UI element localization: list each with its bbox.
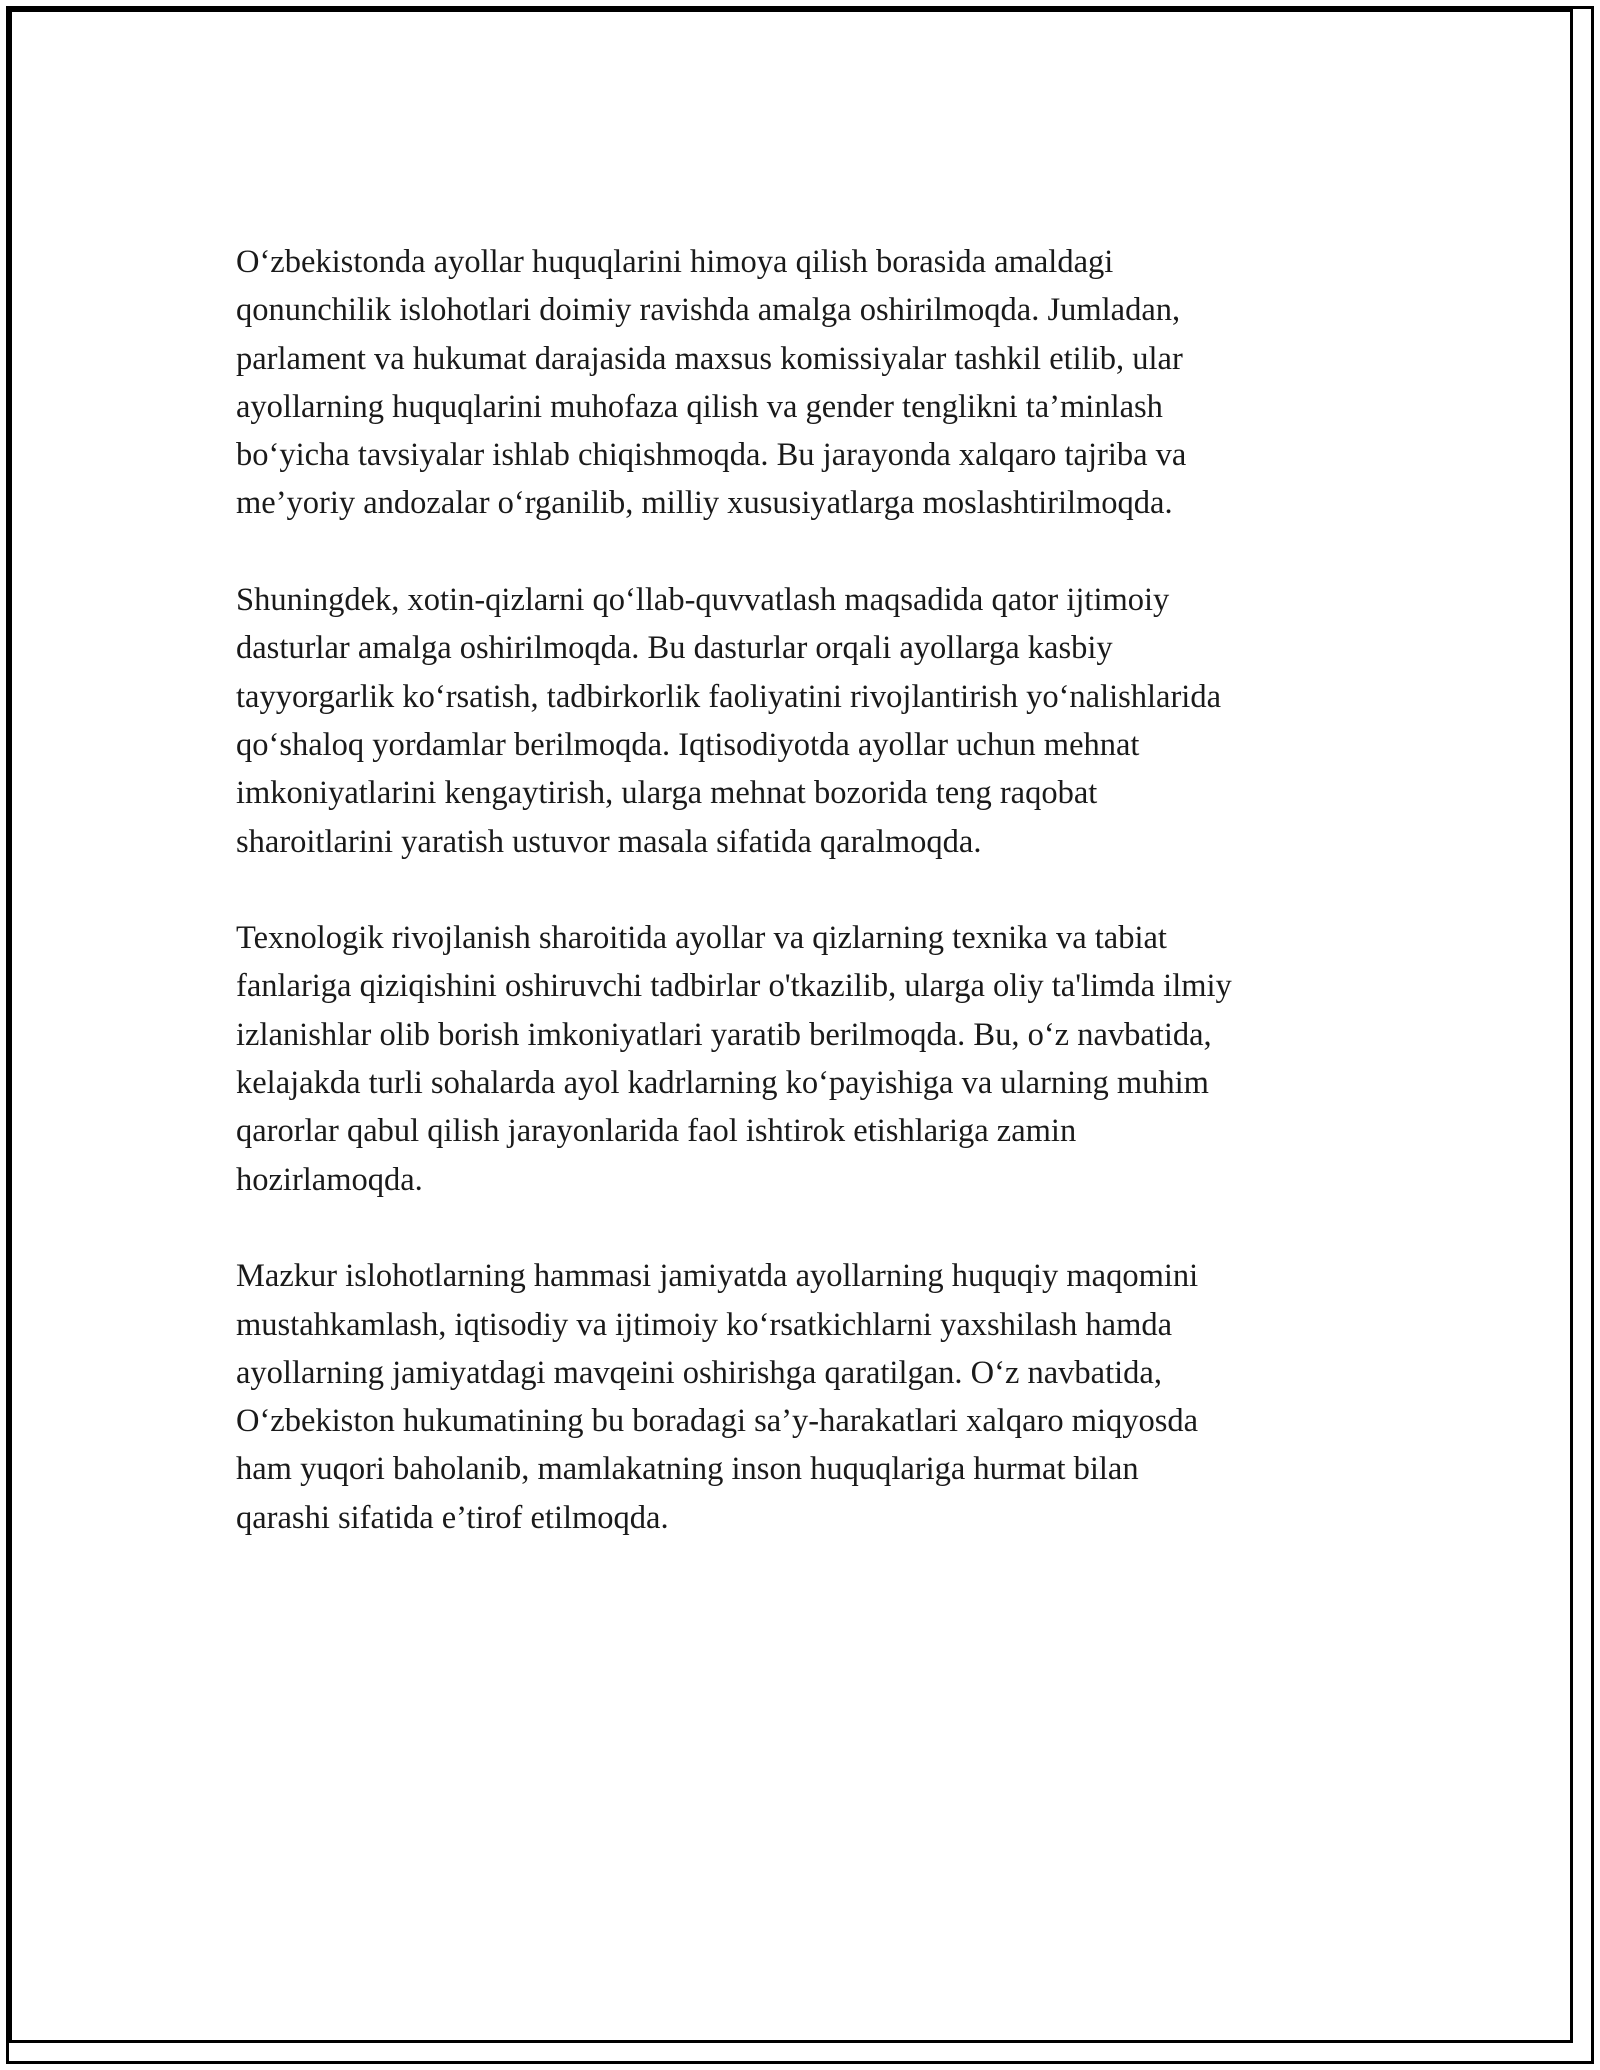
text-line: me’yoriy andozalar o‘rganilib, milliy xususiyatlarga moslashtirilmoqda. — [236, 485, 1173, 522]
text-line: izlanishlar olib borish imkoniyatlari yaratib berilmoqda. Bu, o‘z navbatida, — [236, 1016, 1212, 1053]
text-line: hozirlamoqda. — [236, 1161, 423, 1198]
text-line: bo‘yicha tavsiyalar ishlab chiqishmoqda. Bu jarayonda xalqaro tajriba va — [236, 437, 1187, 474]
document-body — [236, 238, 1376, 1590]
text-line: O‘zbekiston hukumatining bu boradagi sa’y-harakatlari xalqaro miqyosda — [236, 1403, 1199, 1440]
paragraph-2 — [236, 576, 1376, 866]
text-line: tayyorgarlik ko‘rsatish, tadbirkorlik faoliyatini rivojlantirish yo‘nalishlarida — [236, 678, 1222, 715]
text-line: sharoitlarini yaratish ustuvor masala sifatida qaralmoqda. — [236, 823, 982, 860]
paragraph-1 — [236, 238, 1376, 528]
text-line: dasturlar amalga oshirilmoqda. Bu dasturlar orqali ayollarga kasbiy — [236, 630, 1113, 667]
text-line: ayollarning jamiyatdagi mavqeini oshirishga qaratilgan. O‘z navbatida, — [236, 1354, 1162, 1391]
text-line: Shuningdek, xotin-qizlarni qo‘llab-quvvatlash maqsadida qator ijtimoiy — [236, 582, 1170, 619]
text-line: qarorlar qabul qilish jarayonlarida faol ishtirok etishlariga zamin — [236, 1113, 1077, 1150]
text-line: fanlariga qiziqishini oshiruvchi tadbirlar o'tkazilib, ularga oliy ta'limda ilmiy — [236, 968, 1232, 1005]
text-line: qarashi sifatida e’tirof etilmoqda. — [236, 1499, 669, 1536]
text-line: O‘zbekistonda ayollar huquqlarini himoya qilish borasida amaldagi — [236, 244, 1114, 280]
text-line: qonunchilik islohotlari doimiy ravishda amalga oshirilmoqda. Jumladan, — [236, 292, 1181, 329]
text-line: kelajakda turli sohalarda ayol kadrlarning ko‘payishiga va ularning muhim — [236, 1065, 1209, 1102]
text-line: mustahkamlash, iqtisodiy va ijtimoiy ko‘rsatkichlarni yaxshilash hamda — [236, 1306, 1173, 1343]
text-line: Texnologik rivojlanish sharoitida ayollar va qizlarning texnika va tabiat — [236, 920, 1167, 957]
text-line: ham yuqori baholanib, mamlakatning inson huquqlariga hurmat bilan — [236, 1451, 1139, 1488]
text-line: ayollarning huquqlarini muhofaza qilish va gender tenglikni ta’minlash — [236, 388, 1163, 425]
text-line: parlament va hukumat darajasida maxsus komissiyalar tashkil etilib, ular — [236, 340, 1183, 377]
text-line: Mazkur islohotlarning hammasi jamiyatda ayollarning huquqiy maqomini — [236, 1258, 1199, 1295]
paragraph-4 — [236, 1252, 1376, 1542]
text-line: qo‘shaloq yordamlar berilmoqda. Iqtisodiyotda ayollar uchun mehnat — [236, 726, 1140, 763]
text-line: imkoniyatlarini kengaytirish, ularga mehnat bozorida teng raqobat — [236, 775, 1098, 812]
paragraph-3 — [236, 914, 1376, 1204]
